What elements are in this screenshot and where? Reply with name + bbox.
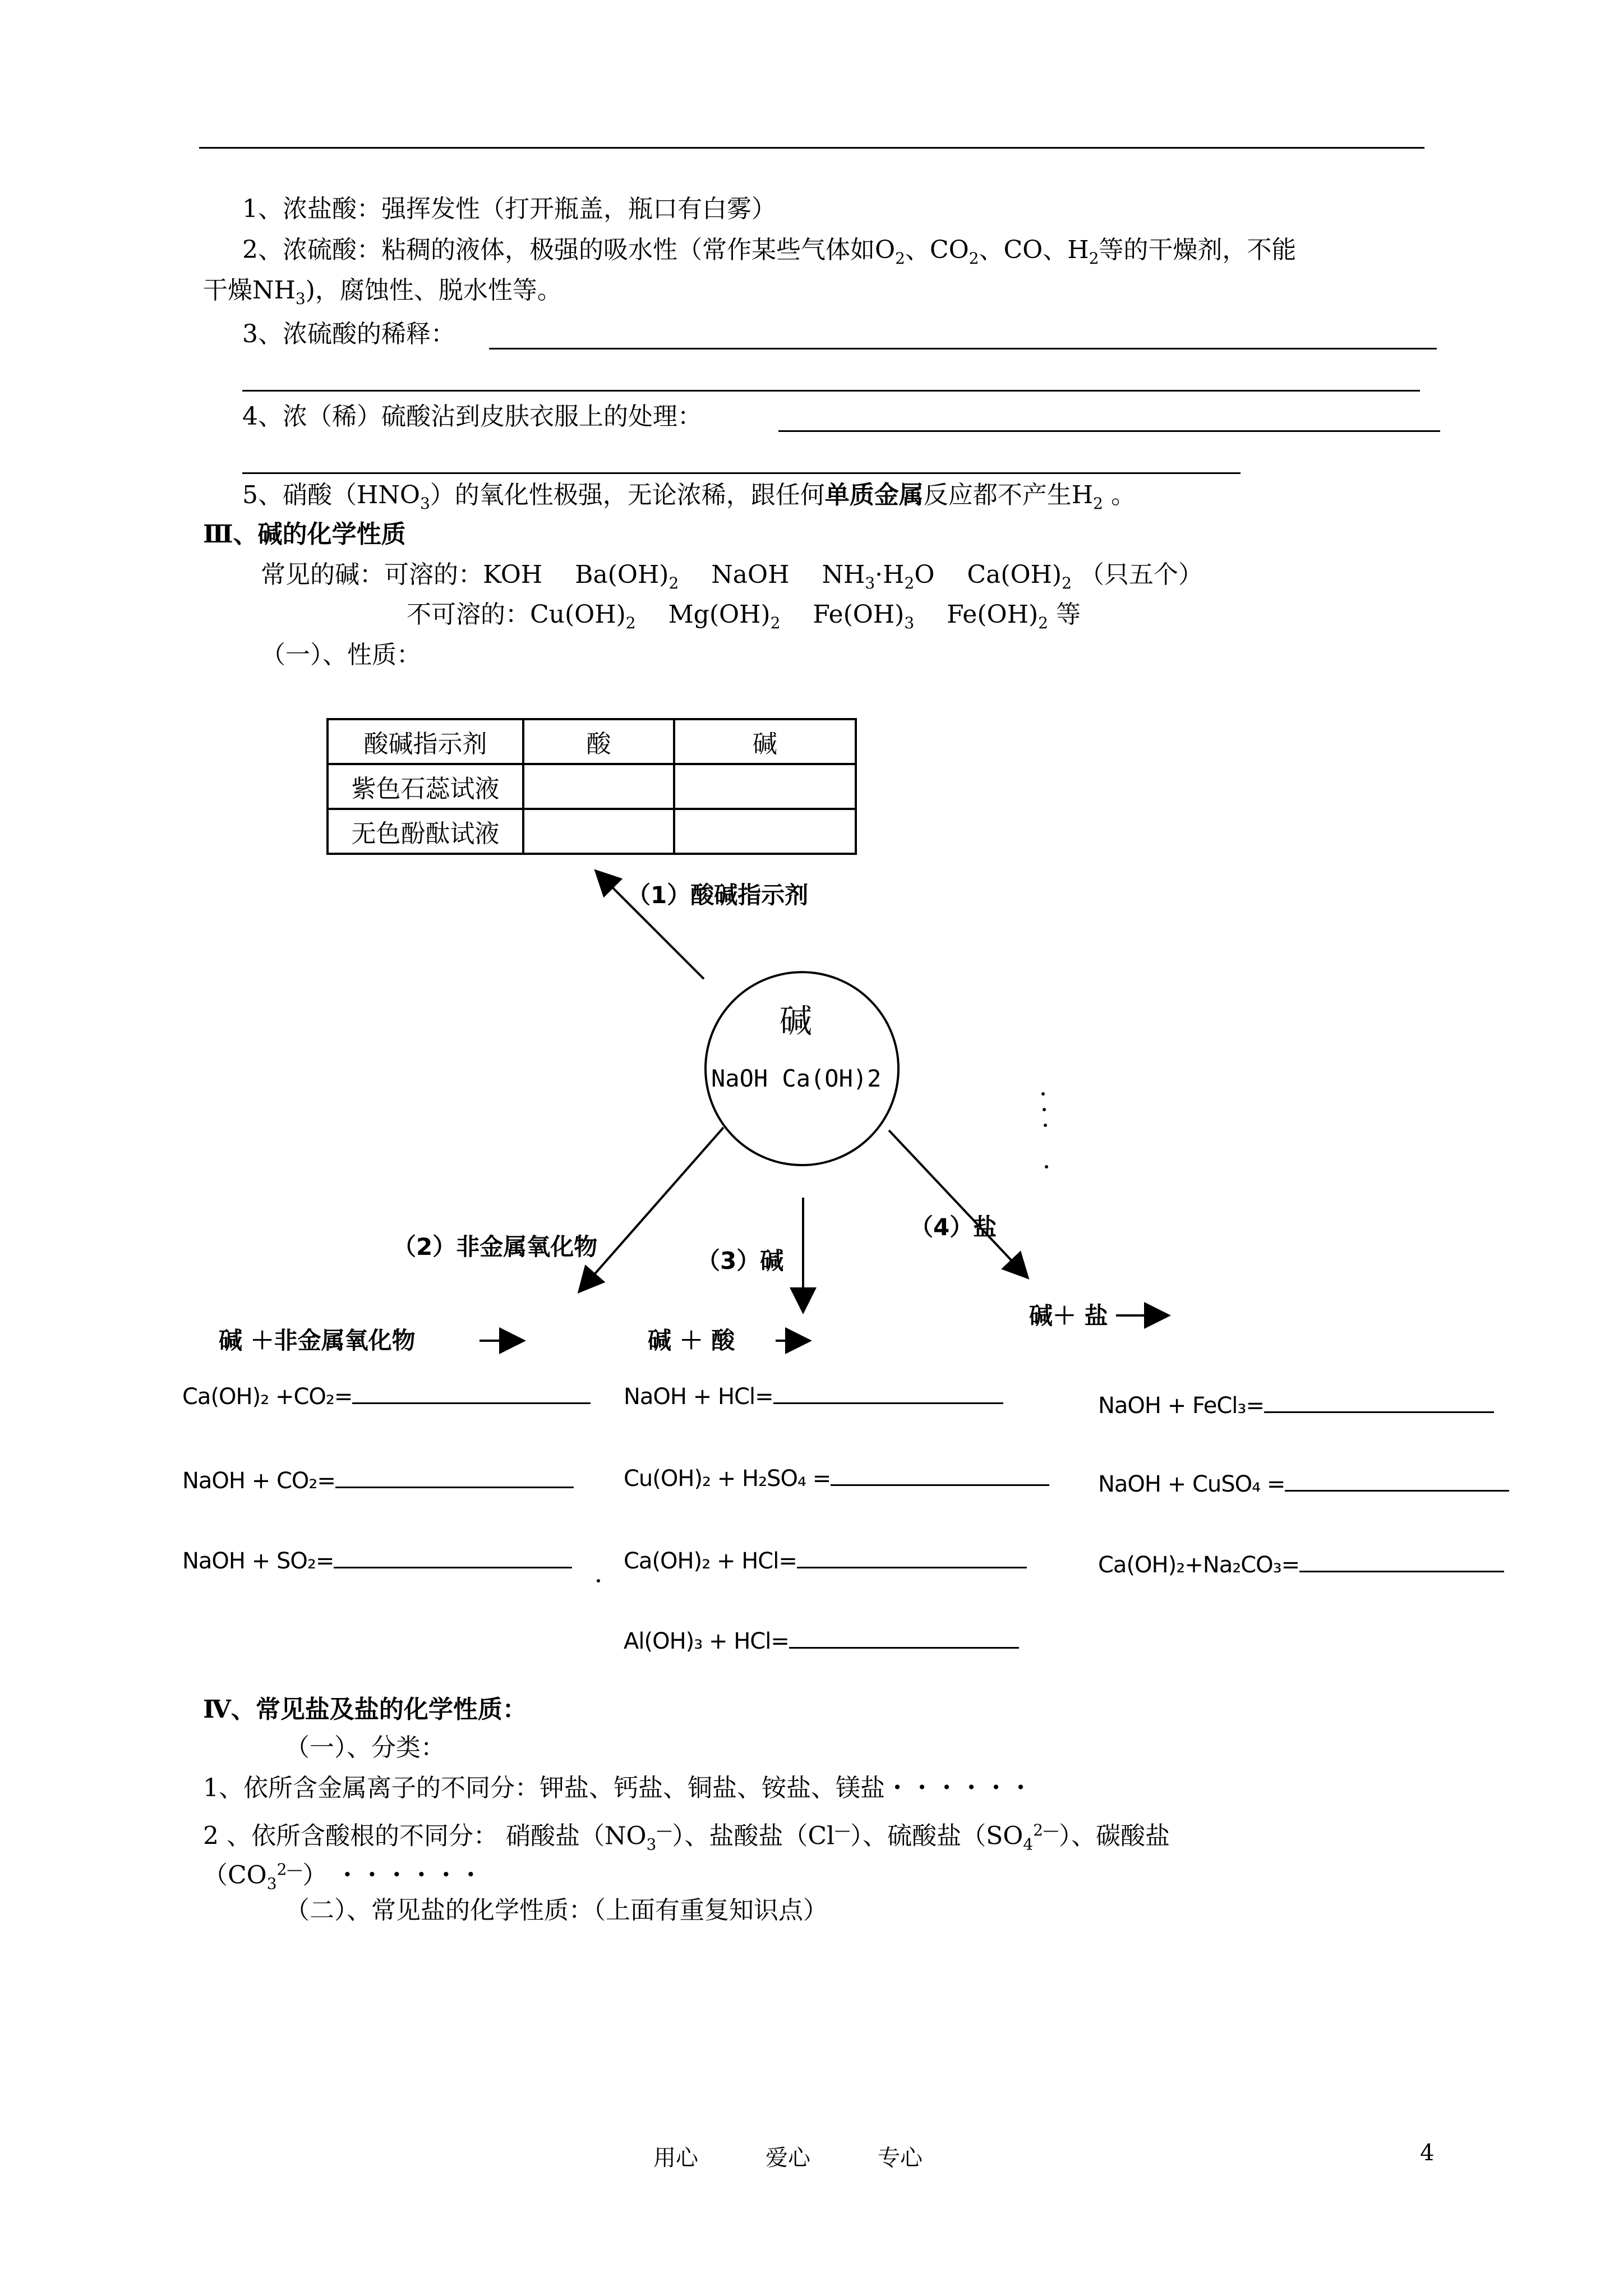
equation: Cu(OH)₂ + H₂SO₄ = [624,1463,1049,1494]
table-header-cell: 酸碱指示剂 [328,719,523,764]
arrow-salt [889,1130,1026,1276]
answer-blank[interactable] [789,1647,1019,1649]
answer-blank[interactable] [1264,1411,1494,1413]
page-number: 4 [1420,2140,1435,2166]
equation: NaOH + CuSO₄ = [1098,1469,1509,1500]
salt-properties-heading: （二）、常见盐的化学性质：（上面有重复知识点） [285,1896,828,1925]
equation: Al(OH)₃ + HCl= [624,1626,1019,1657]
answer-blank[interactable] [352,1402,591,1404]
answer-blank[interactable] [773,1402,1003,1404]
acid-item-1: 1、浓盐酸：强挥发性（打开瓶盖，瓶口有白雾） [242,195,776,223]
insoluble-bases: 不可溶的：$Cu(OH)_2$ $Mg(OH)_2$ $Fe(OH)_3$ $Fe(OH)_2$ 等 [407,600,1081,632]
salt-class-2-cont: $(CO_3^{2—})$ ・・・・・・ [203,1860,483,1893]
acid-item-4: 4、浓（稀）硫酸沾到皮肤衣服上的处理： [242,402,702,431]
answer-blank[interactable] [797,1567,1027,1568]
col1-header: 碱 ＋非金属氧化物 [219,1327,416,1354]
acid-item-3: 3、浓硫酸的稀释： [242,320,455,348]
branch-nonmetal-oxide-label: （2）非金属氧化物 [393,1233,598,1260]
classification-heading: （一）、分类： [285,1733,445,1762]
col2-header: 碱 ＋ 酸 [648,1327,735,1354]
section-3-title: Ⅲ、碱的化学性质 [203,520,406,549]
answer-blank[interactable] [1285,1490,1509,1492]
dot [1041,1092,1045,1096]
center-formulas: NaOH Ca(OH)2 [711,1065,882,1092]
acid-item-2: 2、浓硫酸：粘稠的液体，极强的吸水性（常作某些气体如$O_2$、$CO_2$、CO、$H_2$等的干燥剂，不能 [242,236,1297,268]
equation: Ca(OH)₂ + HCl= [624,1545,1027,1577]
soluble-bases: 常见的碱：可溶的：KOH $Ba(OH)_2$ NaOH $NH_3\cdot H_2O$ $Ca(OH)_2$ （只五个） [261,560,1203,592]
acid-item-2-cont: 干燥$NH_3$)，腐蚀性、脱水性等。 [203,276,562,308]
dot [1043,1108,1046,1111]
table-cell: 紫色石蕊试液 [328,764,523,809]
col3-header: 碱＋ 盐 [1029,1302,1108,1329]
answer-blank[interactable] [1299,1571,1504,1572]
equation: NaOH + SO₂= [182,1545,572,1577]
answer-blank[interactable] [831,1484,1049,1486]
equation: Ca(OH)₂+Na₂CO₃= [1098,1549,1504,1581]
table-cell: 无色酚酞试液 [328,809,523,854]
equation: Ca(OH)₂ +CO₂= [182,1381,591,1412]
equation: NaOH + HCl= [624,1381,1003,1412]
equation: NaOH + FeCl₃= [1098,1390,1494,1421]
equation: NaOH + CO₂= [182,1465,574,1497]
section-4-title: Ⅳ、常见盐及盐的化学性质： [203,1695,527,1724]
dot [1045,1165,1048,1168]
branch-acid-label: （3）碱 [697,1247,784,1274]
salt-class-1: 1、依所含金属离子的不同分：钾盐、钙盐、铜盐、铵盐、镁盐・・・・・・ [203,1774,1033,1802]
center-title: 碱 [780,1002,813,1040]
answer-blank[interactable] [334,1567,572,1568]
salt-class-2: 2 、依所含酸根的不同分： 硝酸盐$(NO_3^—)$、盐酸盐（Cl—）、硫酸盐$(SO_4^{2—})$、碳酸盐 [203,1821,1170,1854]
acid-item-5: 5、硝酸$(HNO_3)$的氧化性极强，无论浓稀，跟任何单质金属反应都不产生$H_2$ 。 [242,481,1136,513]
footer-motto: 用心 爱心 专心 [653,2145,923,2171]
table-header-cell: 酸 [523,719,674,764]
dot [597,1579,600,1582]
dot [1044,1124,1047,1127]
answer-blank[interactable] [335,1487,574,1488]
table-header-cell: 碱 [674,719,856,764]
branch-salt-label: （4）盐 [910,1213,997,1241]
properties-heading: （一）、性质： [261,641,421,669]
branch-indicator-label: （1）酸碱指示剂 [627,881,809,909]
